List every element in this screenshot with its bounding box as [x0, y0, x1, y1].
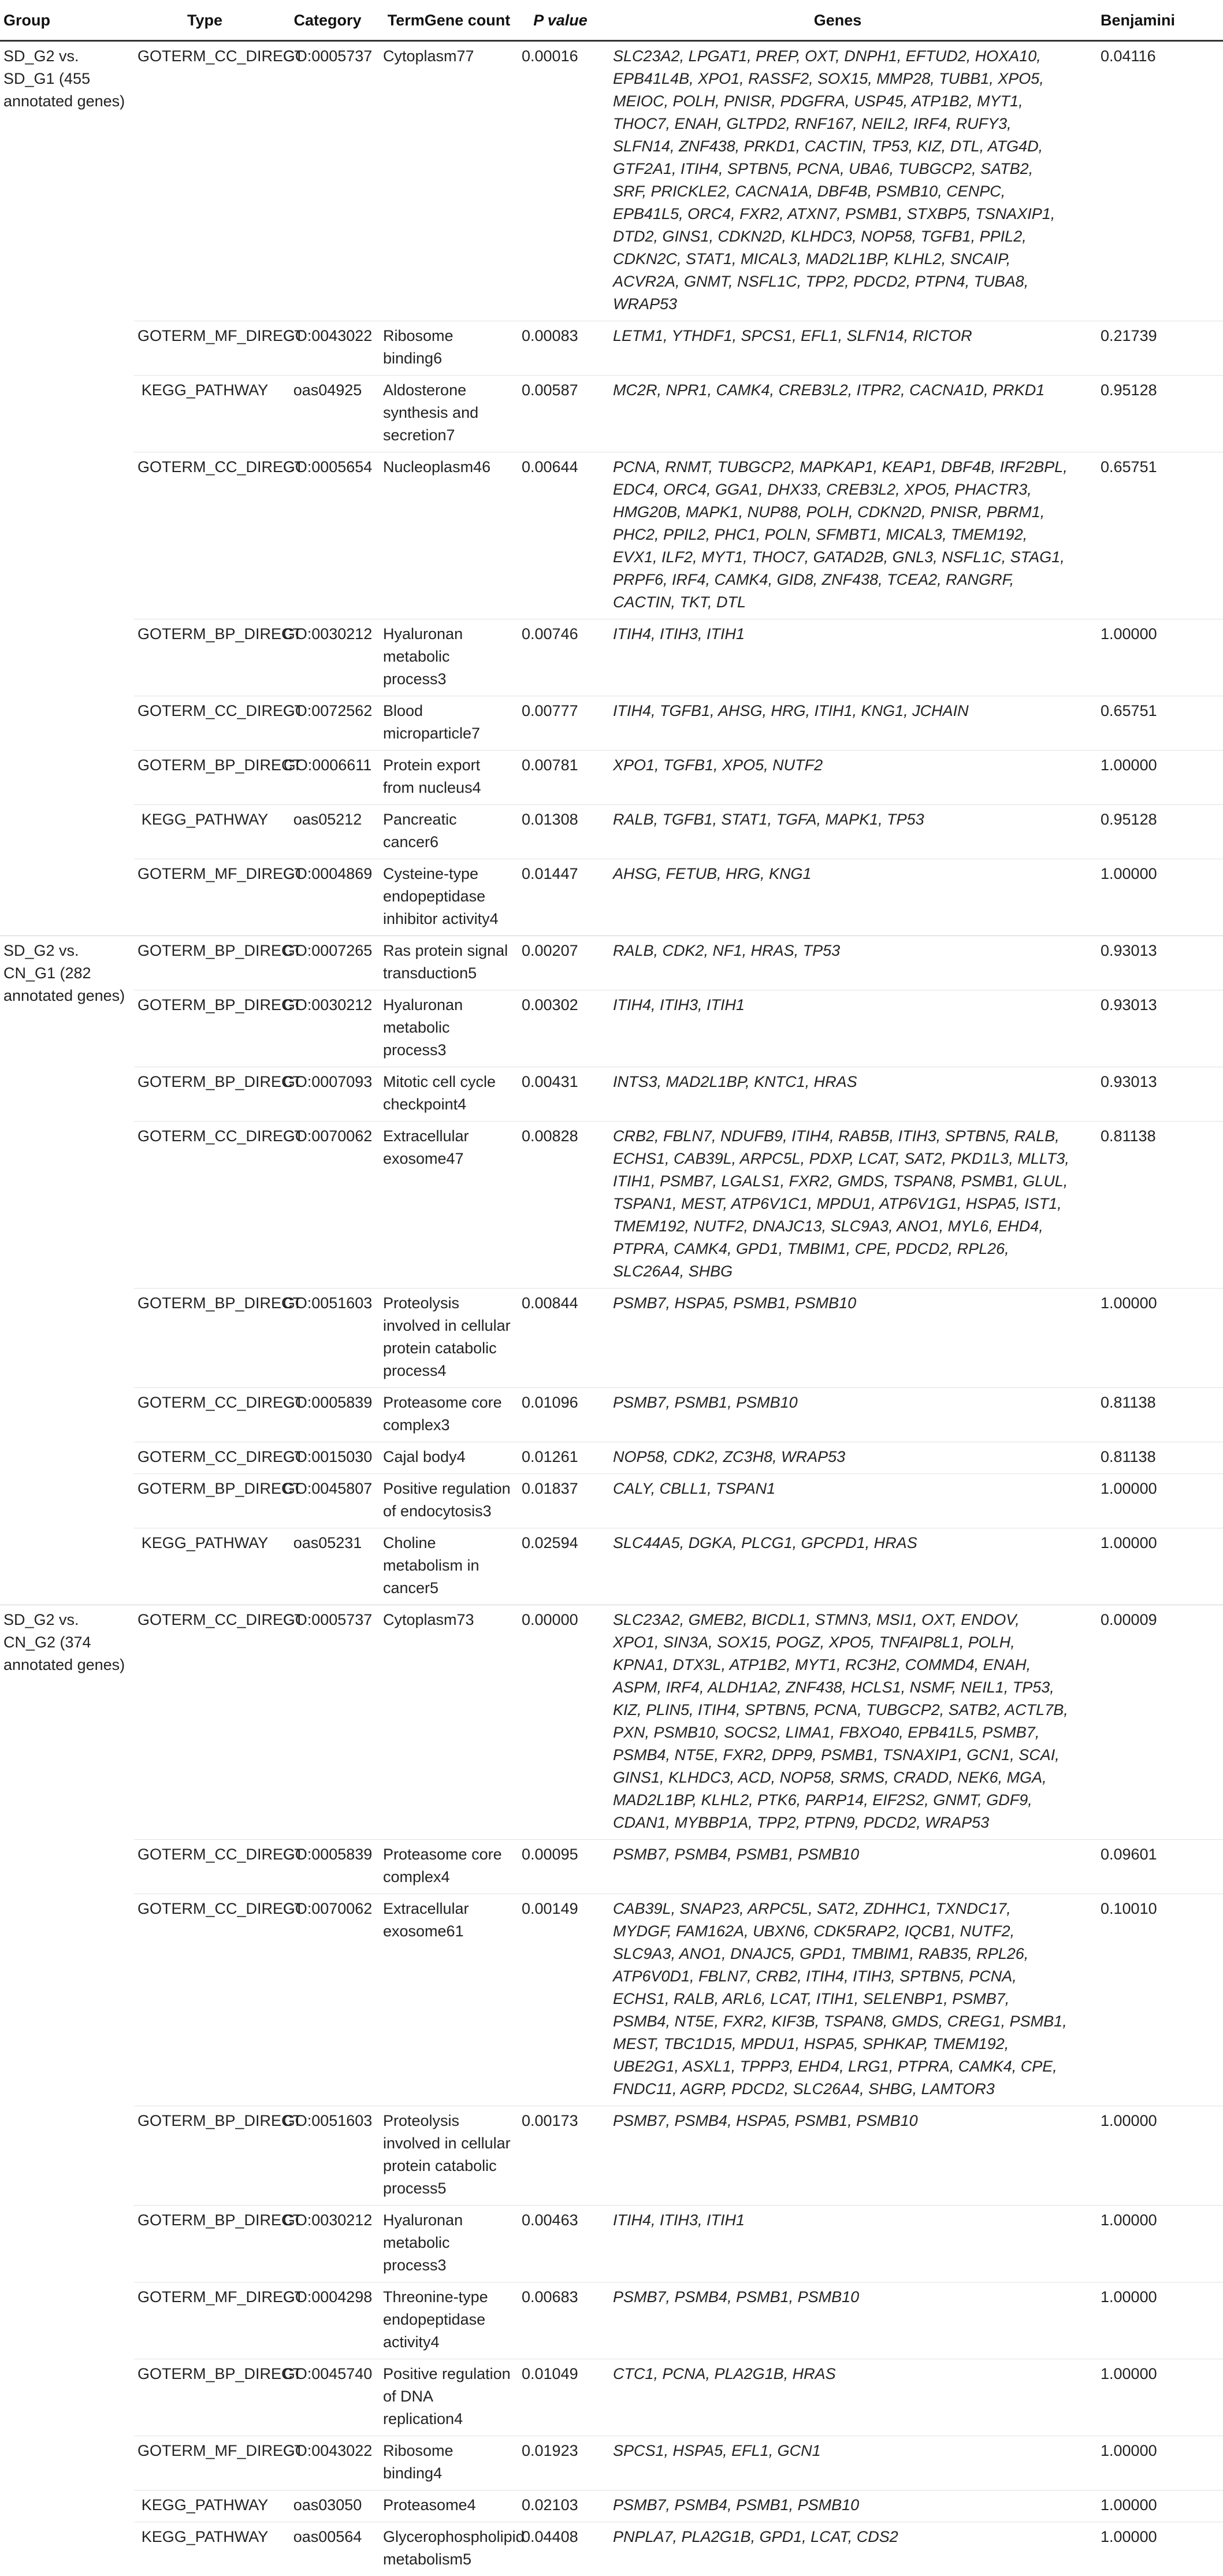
cell-p-value: 0.04408: [518, 2522, 603, 2576]
cell-term-gene-count: Hyaluronan metabolic process3: [380, 619, 518, 696]
cell-type: GOTERM_BP_DIRECT: [134, 990, 276, 1067]
cell-p-value: 0.00083: [518, 321, 603, 376]
table-row: [0, 936, 1223, 990]
cell-category: GO:0043022: [276, 321, 380, 376]
cell-type: GOTERM_CC_DIRECT: [134, 1122, 276, 1289]
cell-genes: ITIH4, ITIH3, ITIH1: [603, 619, 1073, 696]
cell-term-gene-count: Pancreatic cancer6: [380, 805, 518, 859]
cell-type: GOTERM_BP_DIRECT: [134, 2106, 276, 2206]
cell-benjamini: 1.00000: [1073, 751, 1223, 805]
cell-genes: ITIH4, ITIH3, ITIH1: [603, 2206, 1073, 2282]
cell-genes: PSMB7, PSMB4, PSMB1, PSMB10: [603, 2282, 1073, 2359]
cell-type: GOTERM_BP_DIRECT: [134, 2359, 276, 2436]
table-row: [0, 452, 1223, 619]
cell-benjamini: 1.00000: [1073, 2436, 1223, 2490]
cell-genes: CRB2, FBLN7, NDUFB9, ITIH4, RAB5B, ITIH3, SPTBN5, RALB, ECHS1, CAB39L, ARPC5L, PDXP, LCAT, SAT2, PKD1L3, MLLT3, ITIH1, PSMB7, LGALS1, FXR2, GMDS, TSPAN8, PSMB1, GLUL, TSPAN1, MEST, ATP6V1C1, MPDU1, ATP6V1G1, HSPA5, IST1, TMEM192, NUTF2, DNAJC13, SLC9A3, ANO1, MYL6, EHD4, PTPRA, CAMK4, GPD1, TMBIM1, CPE, PDCD2, RPL26, SLC26A4, SHBG: [603, 1122, 1073, 1289]
column-header-type: Type: [134, 0, 276, 41]
cell-p-value: 0.00844: [518, 1289, 603, 1388]
cell-type: KEGG_PATHWAY: [134, 376, 276, 452]
cell-category: GO:0045740: [276, 2359, 380, 2436]
cell-genes: PCNA, RNMT, TUBGCP2, MAPKAP1, KEAP1, DBF4B, IRF2BPL, EDC4, ORC4, GGA1, DHX33, CREB3L2, XPO5, PHACTR3, HMG20B, MAPK1, NUP88, POLH, CDKN2D, PNISR, PBRM1, PHC2, PPIL2, PHC1, POLN, SFMBT1, MICAL3, TMEM192, EVX1, ILF2, MYT1, THOC7, GATAD2B, GNL3, NSFL1C, STAG1, PRPF6, IRF4, CAMK4, GID8, ZNF438, TCEA2, RANGRF, CACTIN, TKT, DTL: [603, 452, 1073, 619]
cell-term-gene-count: Protein export from nucleus4: [380, 751, 518, 805]
cell-benjamini: 1.00000: [1073, 2490, 1223, 2522]
cell-genes: ITIH4, TGFB1, AHSG, HRG, ITIH1, KNG1, JCHAIN: [603, 696, 1073, 751]
cell-genes: MC2R, NPR1, CAMK4, CREB3L2, ITPR2, CACNA1D, PRKD1: [603, 376, 1073, 452]
table-row: [0, 2490, 1223, 2522]
cell-type: KEGG_PATHWAY: [134, 2490, 276, 2522]
cell-benjamini: 0.65751: [1073, 452, 1223, 619]
cell-type: GOTERM_MF_DIRECT: [134, 321, 276, 376]
cell-benjamini: 1.00000: [1073, 2359, 1223, 2436]
cell-category: GO:0051603: [276, 2106, 380, 2206]
cell-genes: INTS3, MAD2L1BP, KNTC1, HRAS: [603, 1067, 1073, 1122]
table-row: [0, 2106, 1223, 2206]
cell-type: GOTERM_BP_DIRECT: [134, 1289, 276, 1388]
cell-type: GOTERM_CC_DIRECT: [134, 1442, 276, 1474]
table-row: [0, 619, 1223, 696]
cell-category: GO:0030212: [276, 619, 380, 696]
cell-p-value: 0.00644: [518, 452, 603, 619]
table-row: [0, 2522, 1223, 2576]
cell-term-gene-count: Cysteine-type endopeptidase inhibitor activity4: [380, 859, 518, 936]
cell-term-gene-count: Cytoplasm77: [380, 41, 518, 321]
cell-term-gene-count: Aldosterone synthesis and secretion7: [380, 376, 518, 452]
cell-category: GO:0005839: [276, 1388, 380, 1442]
cell-p-value: 0.00683: [518, 2282, 603, 2359]
table-row: [0, 1474, 1223, 1528]
cell-category: GO:0070062: [276, 1894, 380, 2106]
cell-genes: ITIH4, ITIH3, ITIH1: [603, 990, 1073, 1067]
cell-p-value: 0.01261: [518, 1442, 603, 1474]
cell-p-value: 0.00746: [518, 619, 603, 696]
cell-benjamini: 1.00000: [1073, 2282, 1223, 2359]
cell-p-value: 0.01447: [518, 859, 603, 936]
cell-type: GOTERM_CC_DIRECT: [134, 452, 276, 619]
cell-benjamini: 1.00000: [1073, 2206, 1223, 2282]
column-header-genes: Genes: [603, 0, 1073, 41]
cell-term-gene-count: Threonine-type endopeptidase activity4: [380, 2282, 518, 2359]
cell-p-value: 0.02594: [518, 1528, 603, 1605]
cell-category: GO:0006611: [276, 751, 380, 805]
cell-benjamini: 1.00000: [1073, 1528, 1223, 1605]
cell-benjamini: 0.04116: [1073, 41, 1223, 321]
column-header-term-gene-count: TermGene count: [380, 0, 518, 41]
cell-term-gene-count: Choline metabolism in cancer5: [380, 1528, 518, 1605]
cell-type: GOTERM_MF_DIRECT: [134, 859, 276, 936]
cell-category: GO:0051603: [276, 1289, 380, 1388]
cell-type: GOTERM_CC_DIRECT: [134, 41, 276, 321]
cell-category: oas05212: [276, 805, 380, 859]
cell-category: GO:0030212: [276, 990, 380, 1067]
cell-group: SD_G2 vs. CN_G2 (374 annotated genes): [0, 1605, 134, 2576]
cell-type: GOTERM_MF_DIRECT: [134, 2282, 276, 2359]
cell-type: GOTERM_CC_DIRECT: [134, 1840, 276, 1894]
cell-term-gene-count: Glycerophospholipid metabolism5: [380, 2522, 518, 2576]
cell-genes: LETM1, YTHDF1, SPCS1, EFL1, SLFN14, RICTOR: [603, 321, 1073, 376]
cell-type: GOTERM_BP_DIRECT: [134, 751, 276, 805]
table-row: [0, 859, 1223, 936]
cell-type: GOTERM_BP_DIRECT: [134, 1067, 276, 1122]
cell-type: GOTERM_CC_DIRECT: [134, 1605, 276, 1840]
table-row: [0, 1122, 1223, 1289]
cell-benjamini: 0.09601: [1073, 1840, 1223, 1894]
cell-benjamini: 1.00000: [1073, 859, 1223, 936]
cell-genes: SLC23A2, LPGAT1, PREP, OXT, DNPH1, EFTUD2, HOXA10, EPB41L4B, XPO1, RASSF2, SOX15, MMP28, TUBB1, XPO5, MEIOC, POLH, PNISR, PDGFRA, USP45, ATP1B2, MYT1, THOC7, ENAH, GLTPD2, RNF167, NEIL2, IRF4, RUFY3, SLFN14, ZNF438, PRKD1, CACTIN, TP53, KIZ, DTL, ATG4D, GTF2A1, ITIH4, SPTBN5, PCNA, UBA6, TUBGCP2, SATB2, SRF, PRICKLE2, CACNA1A, DBF4B, PSMB10, CENPC, EPB41L5, ORC4, FXR2, ATXN7, PSMB1, STXBP5, TSNAXIP1, DTD2, GINS1, CDKN2D, KLHDC3, NOP58, TGFB1, PPIL2, CDKN2C, STAT1, MICAL3, MAD2L1BP, KLHL2, SNCAIP, ACVR2A, GNMT, NSFL1C, TPP2, PDCD2, PTPN4, TUBA8, WRAP53: [603, 41, 1073, 321]
cell-term-gene-count: Positive regulation of DNA replication4: [380, 2359, 518, 2436]
cell-category: oas00564: [276, 2522, 380, 2576]
table-row: [0, 41, 1223, 321]
cell-benjamini: 1.00000: [1073, 2106, 1223, 2206]
cell-genes: PNPLA7, PLA2G1B, GPD1, LCAT, CDS2: [603, 2522, 1073, 2576]
cell-p-value: 0.01837: [518, 1474, 603, 1528]
cell-benjamini: 0.00009: [1073, 1605, 1223, 1840]
cell-term-gene-count: Proteasome4: [380, 2490, 518, 2522]
cell-p-value: 0.00828: [518, 1122, 603, 1289]
cell-term-gene-count: Ribosome binding6: [380, 321, 518, 376]
table-row: [0, 376, 1223, 452]
cell-term-gene-count: Hyaluronan metabolic process3: [380, 2206, 518, 2282]
cell-category: GO:0015030: [276, 1442, 380, 1474]
cell-group: SD_G2 vs. CN_G1 (282 annotated genes): [0, 936, 134, 1605]
cell-genes: CAB39L, SNAP23, ARPC5L, SAT2, ZDHHC1, TXNDC17, MYDGF, FAM162A, UBXN6, CDK5RAP2, IQCB1, NUTF2, SLC9A3, ANO1, DNAJC5, GPD1, TMBIM1, RAB35, RPL26, ATP6V0D1, FBLN7, CRB2, ITIH4, ITIH3, SPTBN5, PCNA, ECHS1, RALB, ARL6, LCAT, ITIH1, SELENBP1, PSMB7, PSMB4, NT5E, FXR2, KIF3B, TSPAN8, GMDS, CREG1, PSMB1, MEST, TBC1D15, MPDU1, HSPA5, SPHKAP, TMEM192, UBE2G1, ASXL1, TPPP3, EHD4, LRG1, PTPRA, CAMK4, CPE, FNDC11, AGRP, PDCD2, SLC26A4, SHBG, LAMTOR3: [603, 1894, 1073, 2106]
table-row: [0, 2206, 1223, 2282]
cell-benjamini: 1.00000: [1073, 1474, 1223, 1528]
table-row: [0, 1067, 1223, 1122]
cell-p-value: 0.01049: [518, 2359, 603, 2436]
column-header-group: Group: [0, 0, 134, 41]
cell-type: KEGG_PATHWAY: [134, 2522, 276, 2576]
table-row: [0, 1289, 1223, 1388]
table-row: [0, 2436, 1223, 2490]
cell-p-value: 0.00149: [518, 1894, 603, 2106]
column-header-p-value-label: P value: [533, 12, 588, 29]
cell-category: GO:0004869: [276, 859, 380, 936]
table-row: [0, 1442, 1223, 1474]
cell-type: KEGG_PATHWAY: [134, 1528, 276, 1605]
cell-term-gene-count: Extracellular exosome47: [380, 1122, 518, 1289]
table-row: [0, 1894, 1223, 2106]
cell-genes: XPO1, TGFB1, XPO5, NUTF2: [603, 751, 1073, 805]
cell-benjamini: 0.93013: [1073, 936, 1223, 990]
cell-term-gene-count: Proteasome core complex4: [380, 1840, 518, 1894]
cell-term-gene-count: Proteolysis involved in cellular protein catabolic process4: [380, 1289, 518, 1388]
cell-category: GO:0005839: [276, 1840, 380, 1894]
cell-benjamini: 0.93013: [1073, 1067, 1223, 1122]
cell-term-gene-count: Nucleoplasm46: [380, 452, 518, 619]
cell-benjamini: 0.95128: [1073, 376, 1223, 452]
cell-category: GO:0072562: [276, 696, 380, 751]
cell-term-gene-count: Ras protein signal transduction5: [380, 936, 518, 990]
header-row: [0, 0, 1223, 41]
cell-category: GO:0007265: [276, 936, 380, 990]
cell-genes: SLC44A5, DGKA, PLCG1, GPCPD1, HRAS: [603, 1528, 1073, 1605]
cell-term-gene-count: Proteolysis involved in cellular protein catabolic process5: [380, 2106, 518, 2206]
cell-p-value: 0.01096: [518, 1388, 603, 1442]
cell-benjamini: 0.81138: [1073, 1122, 1223, 1289]
column-header-benjamini: Benjamini: [1073, 0, 1223, 41]
cell-benjamini: 0.93013: [1073, 990, 1223, 1067]
cell-type: GOTERM_BP_DIRECT: [134, 2206, 276, 2282]
cell-p-value: 0.00095: [518, 1840, 603, 1894]
cell-p-value: 0.00431: [518, 1067, 603, 1122]
cell-benjamini: 1.00000: [1073, 2522, 1223, 2576]
cell-p-value: 0.00207: [518, 936, 603, 990]
cell-benjamini: 0.65751: [1073, 696, 1223, 751]
cell-category: GO:0005737: [276, 1605, 380, 1840]
cell-type: GOTERM_CC_DIRECT: [134, 696, 276, 751]
cell-category: oas03050: [276, 2490, 380, 2522]
cell-benjamini: 0.95128: [1073, 805, 1223, 859]
cell-type: GOTERM_BP_DIRECT: [134, 936, 276, 990]
cell-p-value: 0.00463: [518, 2206, 603, 2282]
cell-p-value: 0.01308: [518, 805, 603, 859]
cell-category: GO:0045807: [276, 1474, 380, 1528]
cell-term-gene-count: Positive regulation of endocytosis3: [380, 1474, 518, 1528]
cell-benjamini: 0.81138: [1073, 1388, 1223, 1442]
cell-benjamini: 1.00000: [1073, 1289, 1223, 1388]
cell-benjamini: 0.10010: [1073, 1894, 1223, 2106]
cell-p-value: 0.00173: [518, 2106, 603, 2206]
table-row: [0, 1388, 1223, 1442]
cell-category: oas04925: [276, 376, 380, 452]
cell-genes: RALB, TGFB1, STAT1, TGFA, MAPK1, TP53: [603, 805, 1073, 859]
cell-category: GO:0043022: [276, 2436, 380, 2490]
cell-category: GO:0030212: [276, 2206, 380, 2282]
table-row: [0, 1528, 1223, 1605]
cell-genes: PSMB7, PSMB4, HSPA5, PSMB1, PSMB10: [603, 2106, 1073, 2206]
cell-category: GO:0004298: [276, 2282, 380, 2359]
table-row: [0, 990, 1223, 1067]
cell-genes: SPCS1, HSPA5, EFL1, GCN1: [603, 2436, 1073, 2490]
table-row: [0, 1840, 1223, 1894]
table-row: [0, 805, 1223, 859]
cell-genes: PSMB7, PSMB1, PSMB10: [603, 1388, 1073, 1442]
cell-p-value: 0.00777: [518, 696, 603, 751]
cell-type: GOTERM_MF_DIRECT: [134, 2436, 276, 2490]
cell-type: GOTERM_CC_DIRECT: [134, 1388, 276, 1442]
cell-p-value: 0.00016: [518, 41, 603, 321]
cell-genes: PSMB7, PSMB4, PSMB1, PSMB10: [603, 2490, 1073, 2522]
table-header: [0, 0, 1223, 41]
cell-genes: AHSG, FETUB, HRG, KNG1: [603, 859, 1073, 936]
cell-category: GO:0007093: [276, 1067, 380, 1122]
table-row: [0, 1605, 1223, 1840]
cell-term-gene-count: Hyaluronan metabolic process3: [380, 990, 518, 1067]
cell-p-value: 0.00302: [518, 990, 603, 1067]
cell-genes: NOP58, CDK2, ZC3H8, WRAP53: [603, 1442, 1073, 1474]
cell-category: GO:0005737: [276, 41, 380, 321]
cell-p-value: 0.02103: [518, 2490, 603, 2522]
cell-type: GOTERM_BP_DIRECT: [134, 1474, 276, 1528]
cell-genes: PSMB7, PSMB4, PSMB1, PSMB10: [603, 1840, 1073, 1894]
cell-group: SD_G2 vs. SD_G1 (455 annotated genes): [0, 41, 134, 936]
table-row: [0, 2359, 1223, 2436]
cell-benjamini: 0.21739: [1073, 321, 1223, 376]
column-header-p-value: [518, 0, 603, 41]
column-header-category: Category: [276, 0, 380, 41]
cell-term-gene-count: Cajal body4: [380, 1442, 518, 1474]
cell-genes: RALB, CDK2, NF1, HRAS, TP53: [603, 936, 1073, 990]
table-row: [0, 751, 1223, 805]
cell-p-value: 0.00587: [518, 376, 603, 452]
cell-category: GO:0070062: [276, 1122, 380, 1289]
cell-genes: PSMB7, HSPA5, PSMB1, PSMB10: [603, 1289, 1073, 1388]
cell-type: KEGG_PATHWAY: [134, 805, 276, 859]
cell-category: GO:0005654: [276, 452, 380, 619]
table-row: [0, 2282, 1223, 2359]
cell-p-value: 0.00781: [518, 751, 603, 805]
cell-p-value: 0.01923: [518, 2436, 603, 2490]
table-row: [0, 696, 1223, 751]
cell-genes: CTC1, PCNA, PLA2G1B, HRAS: [603, 2359, 1073, 2436]
cell-genes: SLC23A2, GMEB2, BICDL1, STMN3, MSI1, OXT, ENDOV, XPO1, SIN3A, SOX15, POGZ, XPO5, TNFAIP8L1, POLH, KPNA1, DTX3L, ATP1B2, MYT1, RC3H2, COMMD4, ENAH, ASPM, IRF4, ALDH1A2, ZNF438, HCLS1, NSMF, NEIL1, TP53, KIZ, PLIN5, ITIH4, SPTBN5, PCNA, TUBGCP2, SATB2, ACTL7B, PXN, PSMB10, SOCS2, LIMA1, FBXO40, EPB41L5, PSMB7, PSMB4, NT5E, FXR2, DPP9, PSMB1, TSNAXIP1, GCN1, SCAI, GINS1, KLHDC3, ACD, NOP58, SRMS, CRADD, NEK6, MGA, MAD2L1BP, KLHL2, PTK6, PARP14, EIF2S2, GNMT, GDF9, CDAN1, MYBBP1A, TPP2, PTPN9, PDCD2, WRAP53: [603, 1605, 1073, 1840]
cell-genes: CALY, CBLL1, TSPAN1: [603, 1474, 1073, 1528]
cell-term-gene-count: Mitotic cell cycle checkpoint4: [380, 1067, 518, 1122]
table-row: [0, 321, 1223, 376]
cell-term-gene-count: Extracellular exosome61: [380, 1894, 518, 2106]
cell-type: GOTERM_CC_DIRECT: [134, 1894, 276, 2106]
cell-term-gene-count: Blood microparticle7: [380, 696, 518, 751]
cell-term-gene-count: Cytoplasm73: [380, 1605, 518, 1840]
cell-benjamini: 0.81138: [1073, 1442, 1223, 1474]
cell-type: GOTERM_BP_DIRECT: [134, 619, 276, 696]
table-body: [0, 41, 1223, 2576]
cell-term-gene-count: Ribosome binding4: [380, 2436, 518, 2490]
cell-term-gene-count: Proteasome core complex3: [380, 1388, 518, 1442]
cell-p-value: 0.00000: [518, 1605, 603, 1840]
cell-category: oas05231: [276, 1528, 380, 1605]
cell-benjamini: 1.00000: [1073, 619, 1223, 696]
